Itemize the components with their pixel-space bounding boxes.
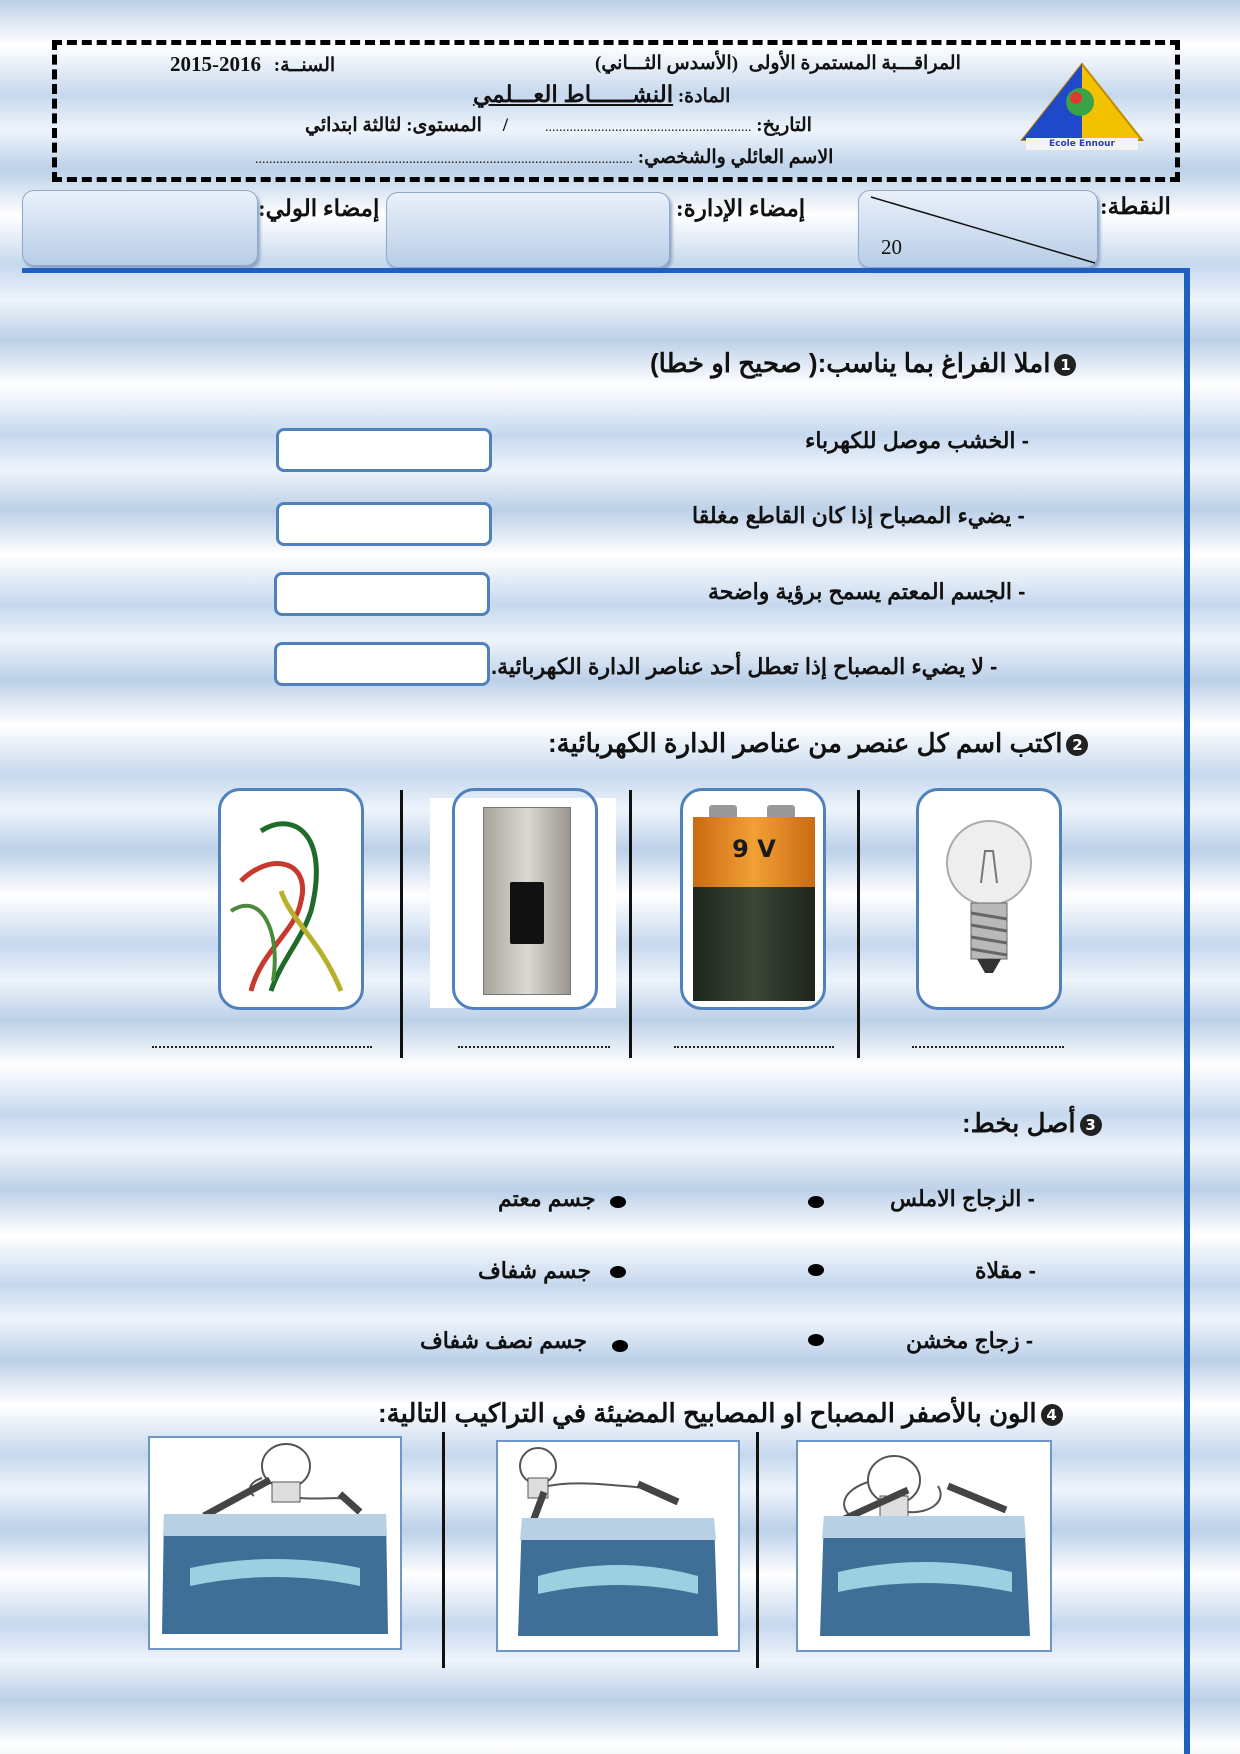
q2-divider xyxy=(857,790,860,1058)
q3-title-text: أصل بخط: xyxy=(962,1108,1076,1138)
level-separator: / xyxy=(502,115,508,136)
q1-item: - الجسم المعتم يسمح برؤية واضحة xyxy=(708,579,1026,604)
level-value: لثالثة ابتدائي xyxy=(305,115,402,136)
q3-left-dot[interactable] xyxy=(808,1334,824,1346)
circuit-picture[interactable] xyxy=(496,1440,740,1652)
admin-signature-label: إمضاء الإدارة: xyxy=(676,196,806,221)
wires-icon xyxy=(221,791,361,1007)
school-logo-text: Ecole Ennour xyxy=(1049,139,1115,149)
q1-answer-box[interactable] xyxy=(274,642,490,686)
school-logo xyxy=(1018,60,1146,152)
score-box[interactable] xyxy=(858,190,1098,268)
q3-right-dot[interactable] xyxy=(610,1266,626,1278)
assessment-period: (الأسدس الثـــاني) xyxy=(595,53,739,74)
admin-signature-box[interactable] xyxy=(386,192,670,268)
score-max: 20 xyxy=(881,235,902,259)
battery-voltage: 9 V xyxy=(732,835,776,863)
battery-picture xyxy=(680,788,826,1010)
name-field[interactable]: ............................................................................................................ xyxy=(255,152,633,167)
q1-answer-box[interactable] xyxy=(276,428,492,472)
name-line xyxy=(255,146,833,169)
q3-left-item: - الزجاج الاملس xyxy=(890,1186,1035,1211)
q4-number: 4 xyxy=(1041,1404,1063,1426)
subject-value: النشــــــاط العـــلمي xyxy=(473,82,674,107)
circuit-icon xyxy=(798,1442,1050,1650)
q3-left-item: - مقلاة xyxy=(975,1258,1037,1283)
q3-left-dot[interactable] xyxy=(808,1264,824,1276)
q1-answer-box[interactable] xyxy=(276,502,492,546)
assessment-label: المراقـــبة المستمرة الأولى xyxy=(748,53,961,74)
date-label: التاريخ: xyxy=(756,115,812,136)
q2-divider xyxy=(629,790,632,1058)
q2-title xyxy=(548,728,1088,759)
q3-right-dot[interactable] xyxy=(612,1340,628,1352)
q1-answer-box[interactable] xyxy=(274,572,490,616)
q2-answer-line[interactable] xyxy=(152,1046,372,1048)
level-label: المستوى: xyxy=(406,115,482,136)
q1-item: - الخشب موصل للكهرباء xyxy=(805,428,1029,453)
q2-answer-line[interactable] xyxy=(674,1046,834,1048)
q1-number: 1 xyxy=(1054,354,1076,376)
level-line xyxy=(305,114,508,137)
q3-right-item: جسم معتم xyxy=(498,1186,596,1211)
switch-picture xyxy=(452,788,598,1010)
right-border xyxy=(1184,268,1190,1754)
q3-right-item: جسم نصف شفاف xyxy=(420,1328,588,1353)
q2-divider xyxy=(400,790,403,1058)
date-field[interactable]: ........................................................... xyxy=(545,120,752,135)
circuit-picture[interactable] xyxy=(148,1436,402,1650)
circuit-picture[interactable] xyxy=(796,1440,1052,1652)
assessment-title xyxy=(595,52,961,75)
q4-title-text: الون بالأصفر المصباح او المصابيح المضيئة في التراكيب التالية: xyxy=(378,1398,1037,1428)
q4-title xyxy=(378,1398,1063,1429)
switch-icon xyxy=(483,807,571,995)
light-bulb-icon xyxy=(919,791,1059,1007)
date-line xyxy=(545,114,812,137)
q2-title-text: اكتب اسم كل عنصر من عناصر الدارة الكهربائية: xyxy=(548,728,1063,758)
q1-title xyxy=(650,348,1076,379)
bulb-picture xyxy=(916,788,1062,1010)
q3-right-dot[interactable] xyxy=(610,1196,626,1208)
name-label: الاسم العائلي والشخصي: xyxy=(637,147,834,168)
q3-number: 3 xyxy=(1080,1114,1102,1136)
q3-left-dot[interactable] xyxy=(808,1196,824,1208)
score-label: النقطة: xyxy=(1100,194,1171,219)
parent-signature-label: إمضاء الولي: xyxy=(258,196,380,221)
q3-title xyxy=(962,1108,1102,1139)
q2-number: 2 xyxy=(1066,734,1088,756)
q1-item: - لا يضيء المصباح إذا تعطل أحد عناصر الدارة الكهربائية. xyxy=(491,654,998,679)
q2-answer-line[interactable] xyxy=(458,1046,610,1048)
circuit-icon xyxy=(150,1438,400,1648)
q2-answer-line[interactable] xyxy=(912,1046,1064,1048)
wires-picture xyxy=(218,788,364,1010)
q1-item: - يضيء المصباح إذا كان القاطع مغلقا xyxy=(692,503,1025,528)
q1-title-text: املا الفراغ بما يناسب:( صحيح او خطا) xyxy=(650,348,1051,378)
year-label: السنــة: xyxy=(273,55,336,76)
school-year xyxy=(170,52,335,77)
q4-divider xyxy=(442,1432,445,1668)
q3-right-item: جسم شفاف xyxy=(478,1258,592,1283)
header-rule xyxy=(22,268,1190,273)
circuit-icon xyxy=(498,1442,738,1650)
year-value: 2016-2015 xyxy=(170,52,261,76)
subject-label: المادة: xyxy=(677,86,731,107)
subject-line xyxy=(473,82,730,108)
parent-signature-box[interactable] xyxy=(22,190,258,266)
q3-left-item: - زجاج مخشن xyxy=(906,1328,1034,1353)
q4-divider xyxy=(756,1432,759,1668)
battery-icon xyxy=(693,805,815,1001)
